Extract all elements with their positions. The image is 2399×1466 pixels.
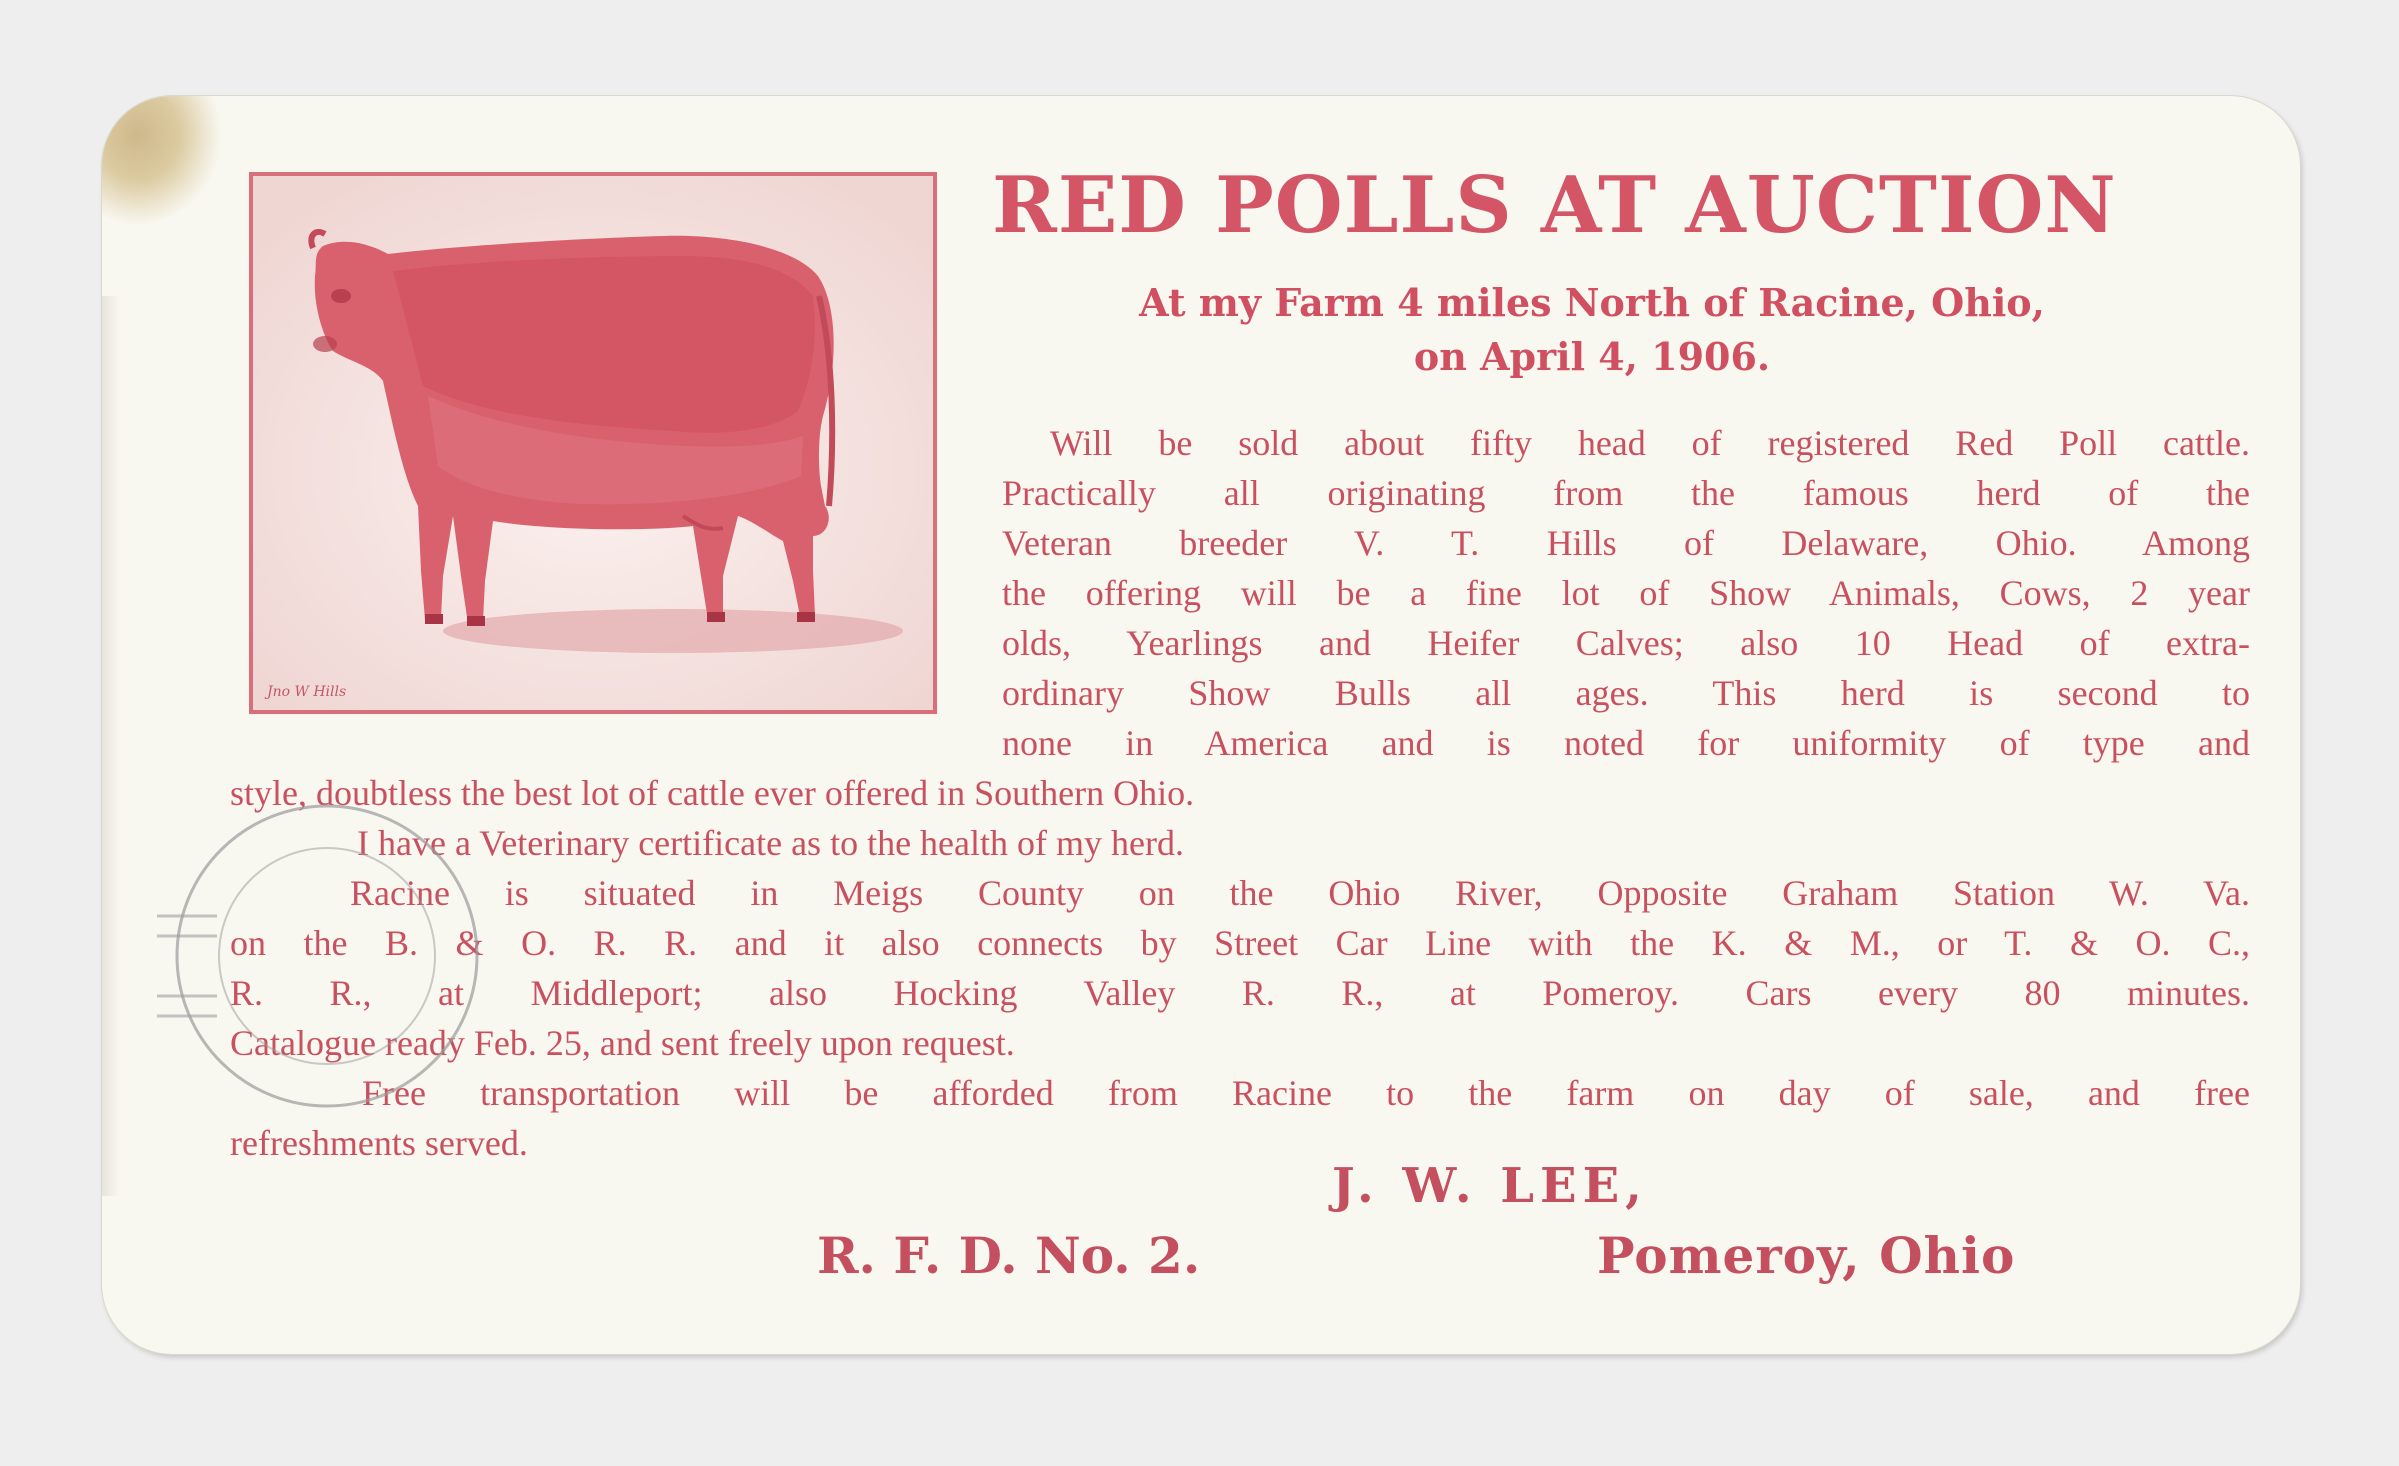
body-line: olds, Yearlings and Heifer Calves; also 10 Head of extra- xyxy=(1002,623,2250,663)
sender-name: J. W. LEE, xyxy=(1332,1158,1648,1214)
body-line: on the B. & O. R. R. and it also connects by Street Car Line with the K. & M., or T. & O. C., xyxy=(230,923,2250,963)
edge-fold xyxy=(102,296,120,1196)
auction-postcard xyxy=(102,96,2300,1354)
body-line: the offering will be a fine lot of Show Animals, Cows, 2 year xyxy=(1002,573,2250,613)
body-line: Practically all originating from the famous herd of the xyxy=(1002,473,2250,513)
body-line: refreshments served. xyxy=(230,1123,528,1163)
body-line: R. R., at Middleport; also Hocking Valley R. R., at Pomeroy. Cars every 80 minutes. xyxy=(230,973,2250,1013)
body-line: none in America and is noted for uniformity of type and xyxy=(1002,723,2250,763)
cattle-illustration xyxy=(249,172,937,714)
body-line: Veteran breeder V. T. Hills of Delaware, Ohio. Among xyxy=(1002,523,2250,563)
card-subtitle xyxy=(1022,276,2162,384)
body-line: Racine is situated in Meigs County on the Ohio River, Opposite Graham Station W. Va. xyxy=(350,873,2250,913)
body-line: Will be sold about fifty head of registered Red Poll cattle. xyxy=(1050,423,2250,463)
body-line: I have a Veterinary certificate as to the health of my herd. xyxy=(357,823,1184,863)
subtitle-line-1: At my Farm 4 miles North of Racine, Ohio, xyxy=(1139,280,2045,325)
rural-route: R. F. D. No. 2. xyxy=(817,1226,1201,1285)
corner-wear xyxy=(102,96,222,226)
body-line: style, doubtless the best lot of cattle ever offered in Southern Ohio. xyxy=(230,773,1195,813)
artist-signature: Jno W Hills xyxy=(267,684,347,700)
sender-town: Pomeroy, Ohio xyxy=(1597,1226,2016,1285)
body-line: ordinary Show Bulls all ages. This herd is second to xyxy=(1002,673,2250,713)
subtitle-line-2: on April 4, 1906. xyxy=(1413,334,1771,379)
cow-illustration xyxy=(253,176,933,710)
card-title: RED POLLS AT AUCTION xyxy=(992,160,2117,251)
body-line: Catalogue ready Feb. 25, and sent freely upon request. xyxy=(230,1023,1015,1063)
body-line: Free transportation will be afforded from Racine to the farm on day of sale, and free xyxy=(362,1073,2250,1113)
